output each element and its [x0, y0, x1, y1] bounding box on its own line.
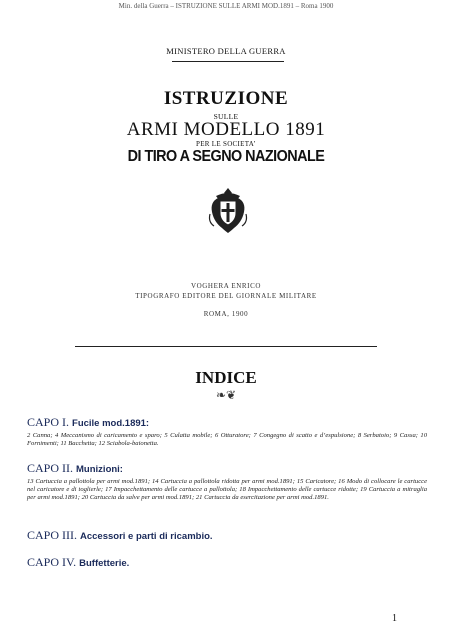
chapter-number: CAPO III. [27, 528, 77, 542]
running-header: Min. della Guerra – ISTRUZIONE SULLE ARMI MOD.1891 – Roma 1900 [118, 2, 334, 10]
chapter-2-contents: 13 Cartuccia a pallottola per armi mod.1891; 14 Cartuccia a pallottola ridotta per armi mod.1891; 15 Caricatore; 16 Modo di collocare le cartucce nel caricatore e di toglierle; 17 Impacchettamento delle cartucce a pallottola; 18 Impacchettamento delle cartucce ridotte; 19 Cartuccia a mitraglia per armi mod.1891; 20 Cartuccia da salve per armi mod.1891; 21 Cartuccia da esercitazione per armi mod.1891. [27, 478, 427, 502]
chapter-1-heading [27, 415, 149, 430]
publisher-name: VOGHERA ENRICO [190, 282, 262, 290]
title-per-le-societa: PER LE SOCIETA’ [196, 140, 256, 148]
chapter-3-heading [27, 528, 213, 543]
publication-place-date: ROMA, 1900 [203, 310, 249, 318]
chapter-number: CAPO II. [27, 461, 74, 475]
chapter-title: Fucile mod.1891: [72, 418, 150, 429]
divider [172, 61, 284, 62]
title-istruzione: ISTRUZIONE [163, 88, 289, 109]
chapter-4-heading [27, 555, 129, 570]
chapter-title: Munizioni: [76, 464, 123, 475]
ministry-heading: MINISTERO DELLA GUERRA [166, 46, 286, 56]
title-tiro-a-segno: DI TIRO A SEGNO NAZIONALE [127, 148, 325, 165]
title-sulle: SULLE [213, 112, 239, 121]
chapter-title: Accessori e parti di ricambio. [80, 531, 213, 542]
chapter-number: CAPO IV. [27, 555, 77, 569]
page-number: 1 [392, 613, 397, 624]
chapter-1-contents: 2 Canna; 4 Meccanismo di caricamento e sparo; 5 Culatta mobile; 6 Otturatore; 7 Congegno di scatto e d’espulsione; 8 Serbatoio; 9 Cassa; 10 Fornimenti; 11 Bacchetta; 12 Sciabola-baionetta. [27, 432, 427, 448]
publisher-description: TIPOGRAFO EDITORE DEL GIORNALE MILITARE [135, 292, 317, 300]
savoy-coat-of-arms-icon [206, 186, 250, 236]
chapter-title: Buffetterie. [79, 558, 130, 569]
title-armi-modello: ARMI MODELLO 1891 [126, 119, 326, 140]
section-divider [75, 346, 377, 347]
index-title: INDICE [195, 368, 257, 387]
fleuron-ornament-icon: ❧❦ [215, 388, 237, 402]
chapter-number: CAPO I. [27, 415, 70, 429]
chapter-2-heading [27, 461, 123, 476]
